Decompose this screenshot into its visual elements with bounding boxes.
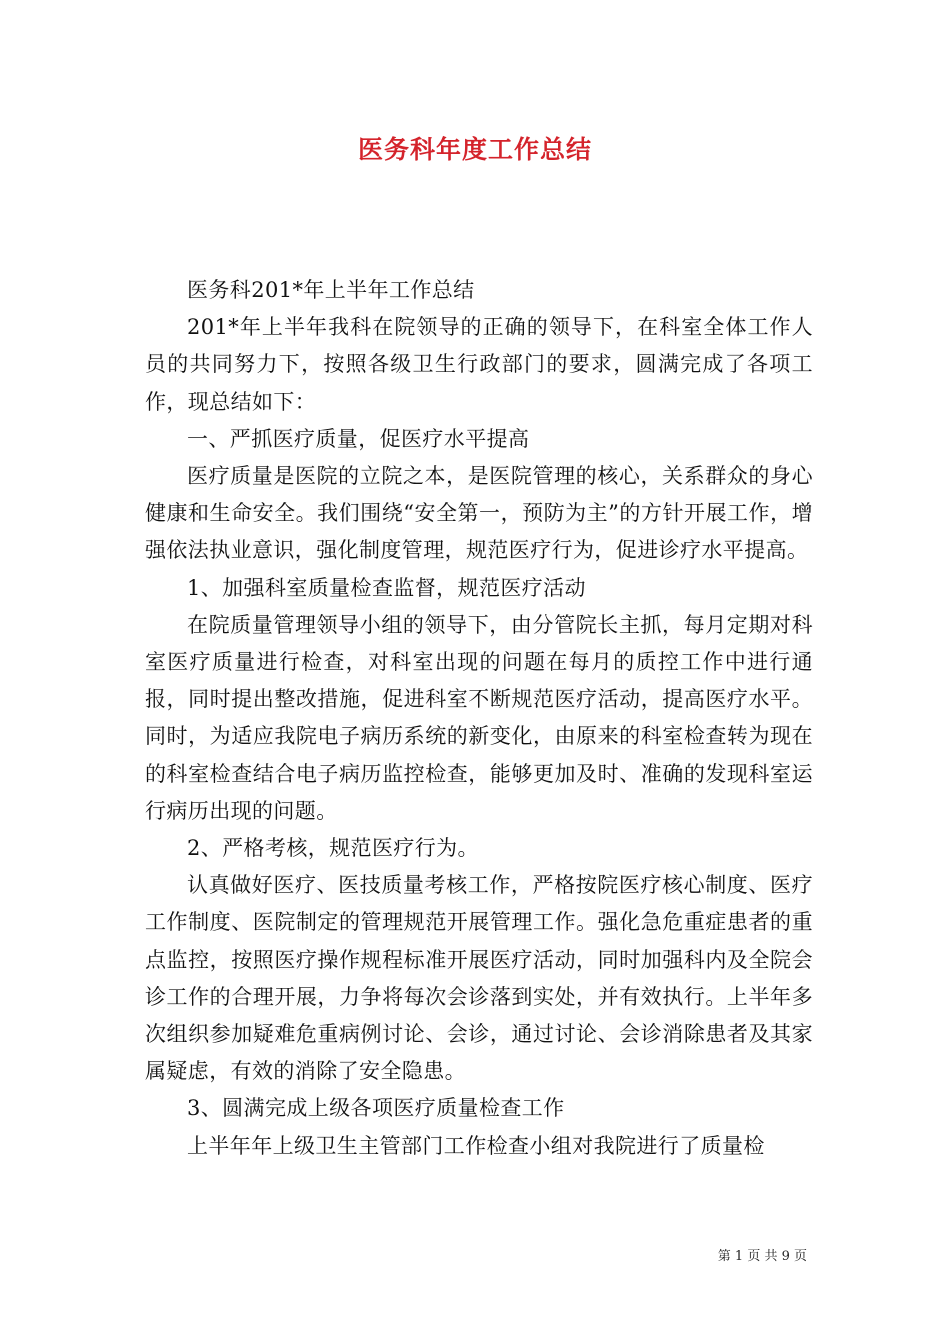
subsection-heading-2: 2、严格考核，规范医疗行为。 <box>187 836 479 861</box>
page-number: 第 1 页 共 9 页 <box>717 1249 807 1264</box>
paragraph: 医疗质量是医院的立院之本，是医院管理的核心，关系群众的身心健康和生命安全。我们围绕“安全第一，预防为主”的方针开展工作，增强依法执业意识，强化制度管理，规范医疗行为，促进诊疗水平提高。 <box>145 464 813 563</box>
paragraph: 在院质量管理领导小组的领导下，由分管院长主抓，每月定期对科室医疗质量进行检查，对科室出现的问题在每月的质控工作中进行通报，同时提出整改措施，促进科室不断规范医疗活动，提高医疗水平。同时，为适应我院电子病历系统的新变化，由原来的科室检查转为现在的科室检查结合电子病历监控检查，能够更加及时、准确的发现科室运行病历出现的问题。 <box>145 612 813 823</box>
paragraph: 认真做好医疗、医技质量考核工作，严格按院医疗核心制度、医疗工作制度、医院制定的管理规范开展管理工作。强化急危重症患者的重点监控，按照医疗操作规程标准开展医疗活动，同时加强科内及全院会诊工作的合理开展，力争将每次会诊落到实处，并有效执行。上半年多次组织参加疑难危重病例讨论、会诊，通过讨论、会诊消除患者及其家属疑虑，有效的消除了安全隐患。 <box>145 873 813 1084</box>
section-heading-1: 一、严抓医疗质量，促医疗水平提高 <box>187 426 530 451</box>
subsection-heading-1: 1、加强科室质量检查监督，规范医疗活动 <box>187 575 586 600</box>
document-title: 医务科年度工作总结 <box>357 135 592 164</box>
document-body <box>145 272 813 1165</box>
paragraph-intro: 201*年上半年我科在院领导的正确的领导下，在科室全体工作人员的共同努力下，按照各级卫生行政部门的要求，圆满完成了各项工作，现总结如下： <box>145 315 813 414</box>
paragraph: 上半年年上级卫生主管部门工作检查小组对我院进行了质量检 <box>187 1133 765 1158</box>
paragraph-subtitle: 医务科201*年上半年工作总结 <box>187 278 475 302</box>
subsection-heading-3: 3、圆满完成上级各项医疗质量检查工作 <box>187 1096 565 1121</box>
